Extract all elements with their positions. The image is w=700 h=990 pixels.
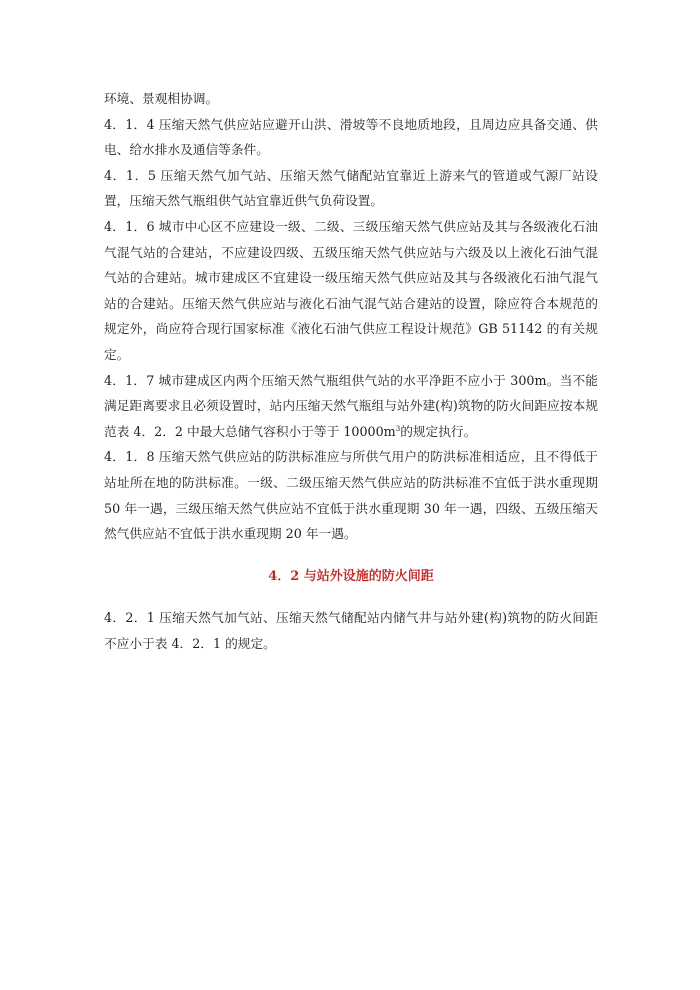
clause-4-1-5: 4．1．5 压缩天然气加气站、压缩天然气储配站宜靠近上游来气的管道或气源厂站设置，压缩天然气瓶组供气站宜靠近供气负荷设置。 [104,167,598,209]
clause-4-1-7-tail: 的规定执行。 [400,423,477,439]
section-heading-4-2: 4．2 与站外设施的防火间距 [268,568,434,584]
clause-4-2-1: 4．2．1 压缩天然气加气站、压缩天然气储配站内储气井与站外建(构)筑物的防火间距不应小于表 4．2．1 的规定。 [104,610,598,651]
clause-4-1-4: 4．1．4 压缩天然气供应站应避开山洪、滑坡等不良地质地段，且周边应具备交通、供电、给水排水及通信等条件。 [104,116,598,158]
clause-4-1-6: 4．1．6 城市中心区不应建设一级、二级、三级压缩天然气供应站及其与各级液化石油气混气站的合建站，不应建设四级、五级压缩天然气供应站与六级及以上液化石油气混气站的合建站。城市建成区不宜建设一级压缩天然气供应站及其与各级液化石油气混气站的合建站。压缩天然气供应站与液化石油气混气站合建站的设置，除应符合本规范的规定外，尚应符合现行国家标准《液化石油气供应工程设计规范》GB 51142 的有关规定。 [104,218,598,362]
document-body [104,86,598,656]
clause-4-1-7-text: 4．1．7 城市建成区内两个压缩天然气瓶组供气站的水平净距不应小于 300m。当不能满足距离要求且必须设置时，站内压缩天然气瓶组与站外建(构)筑物的防火间距应按本规范表 4．2．2 中最大总储气容积小于等于 10000m [104,372,598,439]
clause-4-1-7 [104,368,598,445]
clause-4-1-8: 4．1．8 压缩天然气供应站的防洪标准应与所供气用户的防洪标准相适应，且不得低于站址所在地的防洪标准。一级、二级压缩天然气供应站的防洪标准不宜低于洪水重现期 50 年一遇，三级压缩天然气供应站不宜低于洪水重现期 30 年一遇，四级、五级压缩天然气供应站不宜低于洪水重现期 20 年一遇。 [104,449,598,542]
paragraph-continuation: 环境、景观相协调。 [104,91,219,106]
superscript-3: 3 [395,424,401,433]
